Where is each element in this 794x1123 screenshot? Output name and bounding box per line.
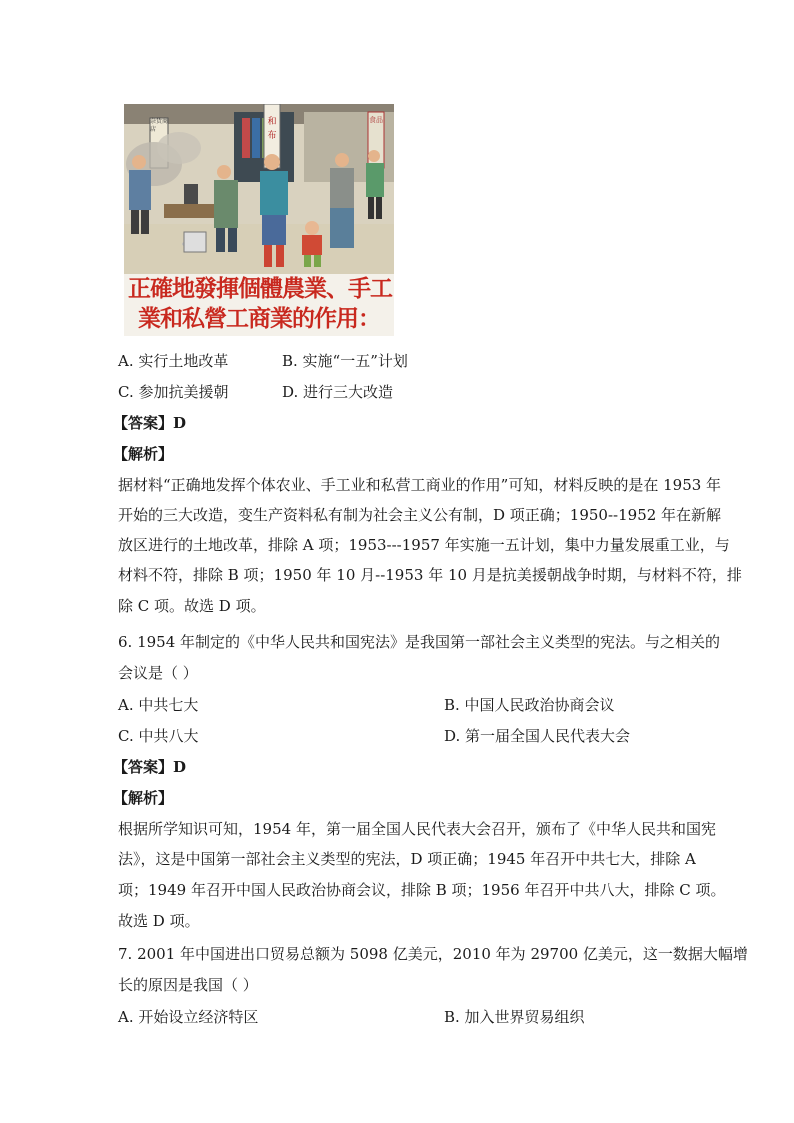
q5-option-b: B. 实施“一五”计划 (282, 352, 408, 370)
q6-analysis-line: 故选 D 项。 (118, 912, 200, 930)
poster-sign-left (264, 148, 267, 149)
q5-analysis-line: 开始的三大改造，变生产资料私有制为社会主义公有制，D 项正确；1950--1952 年在新解 (118, 506, 722, 524)
poster-sign-right: 食品 (369, 116, 383, 124)
svg-text:布: 布 (267, 131, 277, 141)
q5-answer: 【答案】D (113, 414, 187, 432)
q5-option-d: D. 进行三大改造 (282, 383, 394, 401)
q6-analysis-line: 法》，这是中国第一部社会主义类型的宪法，D 项正确；1945 年召开中共七大，排除 A (118, 850, 696, 868)
q6-stem-line: 会议是（ ） (118, 664, 198, 682)
q5-analysis-line: 放区进行的土地改革，排除 A 项；1953---1957 年实施一五计划，集中力量发展重工业，与 (118, 536, 730, 554)
q7-stem-line: 长的原因是我国（ ） (118, 976, 258, 994)
q6-option-b: B. 中国人民政治协商会议 (444, 696, 615, 714)
q5-option-c: C. 参加抗美援朝 (118, 383, 229, 401)
q6-option-c: C. 中共八大 (118, 727, 199, 745)
q6-stem-line: 6. 1954 年制定的《中华人民共和国宪法》是我国第一部社会主义类型的宪法。与之相关的 (118, 633, 721, 651)
poster-caption-line-1: 正確地發揮個體農業、手工 (128, 276, 392, 302)
q7-option-b: B. 加入世界贸易组织 (444, 1008, 585, 1026)
q5-analysis-line: 除 C 项。故选 D 项。 (118, 597, 266, 615)
q5-analysis-label: 【解析】 (113, 445, 174, 463)
q6-answer: 【答案】D (113, 758, 187, 776)
q7-stem-line: 7. 2001 年中国进出口贸易总额为 5098 亿美元，2010 年为 29700 亿美元，这一数据大幅增 (118, 945, 748, 963)
q6-analysis-line: 项；1949 年召开中国人民政治协商会议，排除 B 项；1956 年召开中共八大，排除 C 项。 (118, 881, 726, 899)
q5-analysis-line: 材料不符，排除 B 项；1950 年 10 月--1953 年 10 月是抗美援朝战争时期，与材料不符，排 (118, 566, 742, 584)
q7-option-a: A. 开始设立经济特区 (118, 1008, 259, 1026)
q5-option-a: A. 实行土地改革 (118, 352, 229, 370)
propaganda-poster-image (124, 104, 394, 336)
q6-analysis-line: 根据所学知识可知，1954 年，第一届全国人民代表大会召开，颁布了《中华人民共和国宪 (118, 820, 716, 838)
q6-analysis-label: 【解析】 (113, 789, 174, 807)
q5-analysis-line: 据材料“正确地发挥个体农业、手工业和私营工商业的作用”可知，材料反映的是在 1953 年 (118, 476, 722, 494)
poster-sign-mid: 杂货商店 (150, 118, 169, 133)
poster-caption-line-2: 業和私營工商業的作用： (138, 306, 380, 332)
q6-option-d: D. 第一届全国人民代表大会 (444, 727, 631, 745)
sign-left-char: 和 (267, 117, 277, 127)
q6-option-a: A. 中共七大 (118, 696, 199, 714)
